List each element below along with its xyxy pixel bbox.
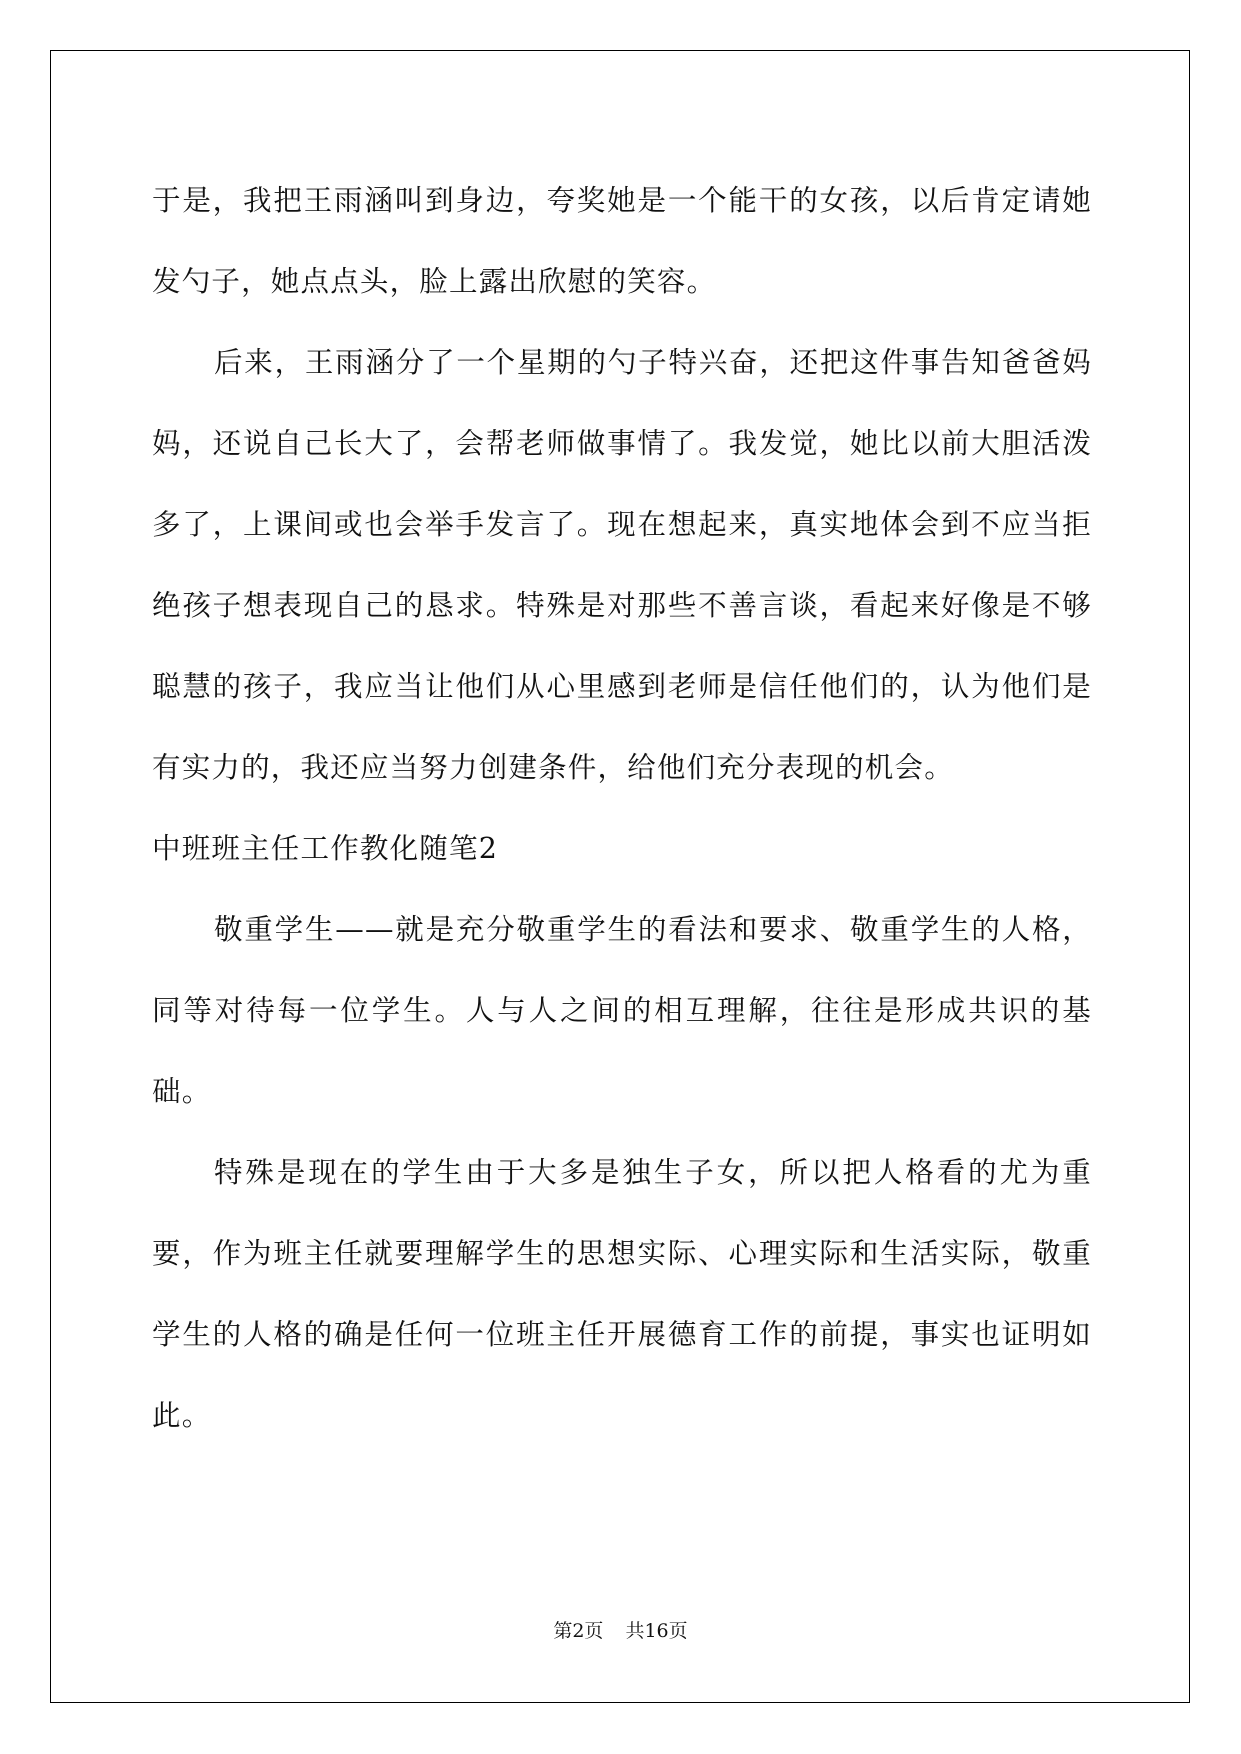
page-footer [0, 1616, 1241, 1643]
paragraph-1: 于是，我把王雨涵叫到身边，夸奖她是一个能干的女孩，以后肯定请她发勺子，她点点头，脸上露出欣慰的笑容。 [152, 184, 1092, 298]
page-number: 第2页 [553, 1620, 604, 1642]
page-total: 共16页 [625, 1620, 688, 1642]
paragraph-3: 敬重学生——就是充分敬重学生的看法和要求、敬重学生的人格，同等对待每一位学生。人与人之间的相互理解，往往是形成共识的基础。 [152, 913, 1092, 1108]
document-body [152, 160, 1092, 1456]
paragraph-2: 后来，王雨涵分了一个星期的勺子特兴奋，还把这件事告知爸爸妈妈，还说自己长大了，会帮老师做事情了。我发觉，她比以前大胆活泼多了，上课间或也会举手发言了。现在想起来，真实地体会到不应当拒绝孩子想表现自己的恳求。特殊是对那些不善言谈，看起来好像是不够聪慧的孩子，我应当让他们从心里感到老师是信任他们的，认为他们是有实力的，我还应当努力创建条件，给他们充分表现的机会。 [152, 346, 1092, 784]
paragraph-4: 特殊是现在的学生由于大多是独生子女，所以把人格看的尤为重要，作为班主任就要理解学生的思想实际、心理实际和生活实际，敬重学生的人格的确是任何一位班主任开展德育工作的前提，事实也证明如此。 [152, 1156, 1092, 1432]
section-title: 中班班主任工作教化随笔2 [152, 832, 499, 865]
